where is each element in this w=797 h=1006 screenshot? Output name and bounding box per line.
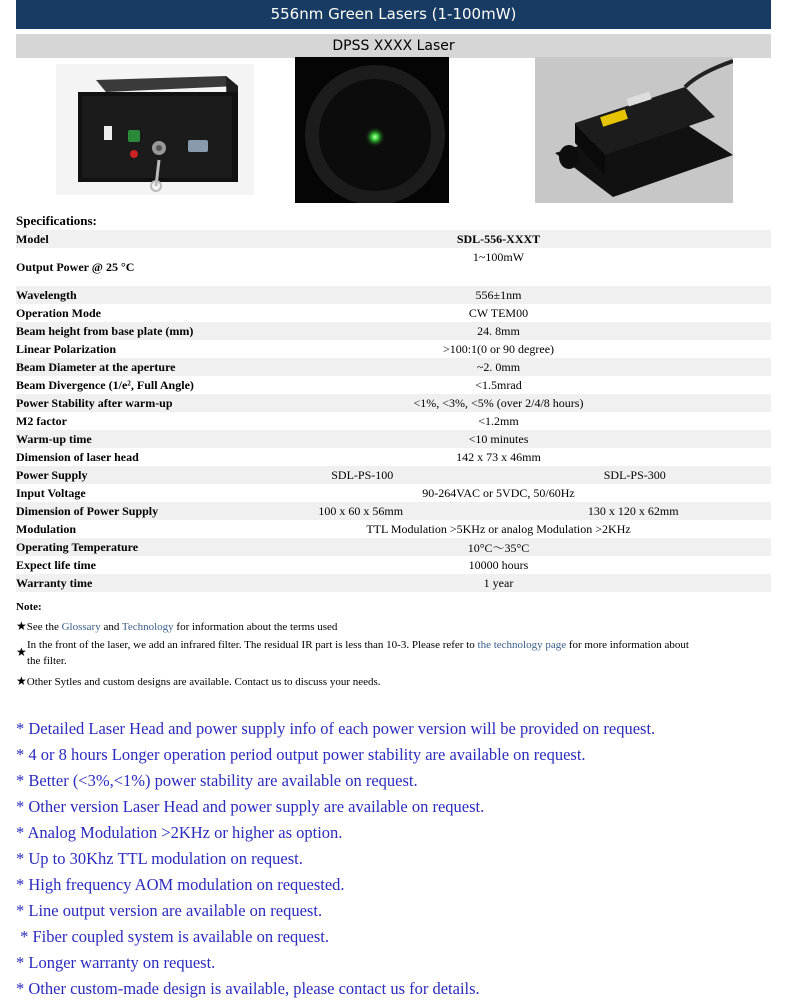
row-label: Model — [16, 231, 49, 246]
row-label: Operation Mode — [16, 305, 101, 320]
power-supply-photo — [56, 64, 254, 195]
row-value: 100 x 60 x 56mm — [318, 503, 404, 518]
table-row — [16, 502, 771, 520]
row-value: CW TEM00 — [468, 305, 529, 320]
table-row — [16, 412, 771, 430]
row-value: 24. 8mm — [477, 323, 520, 338]
page-title: 556nm Green Lasers (1-100mW) — [270, 5, 517, 23]
note-text: the filter. — [27, 655, 67, 667]
specifications-table — [16, 230, 771, 592]
row-label: Linear Polarization — [16, 341, 117, 356]
row-value: <1.5mrad — [475, 377, 522, 392]
row-value: <10 minutes — [468, 431, 529, 446]
row-label: Expect life time — [16, 557, 96, 572]
row-label: M2 factor — [16, 413, 67, 428]
note-heading: Note: — [16, 601, 42, 613]
option-line: * Other version Laser Head and power supply are available on request. — [16, 797, 485, 816]
note-item-custom — [16, 674, 381, 689]
option-line: * Other custom-made design is available, please contact us for details. — [16, 979, 480, 998]
row-label: Modulation — [16, 521, 77, 536]
row-value: 10°C～35°C — [467, 540, 530, 555]
row-value-2: 130 x 120 x 62mm — [587, 503, 679, 518]
note-text: Other Sytles and custom designs are available. Contact us to discuss your needs. — [26, 676, 381, 688]
specifications-heading: Specifications: — [16, 213, 97, 228]
note-item-glossary — [16, 619, 337, 634]
row-value-pair — [226, 466, 771, 484]
glossary-link[interactable]: Glossary — [61, 621, 101, 633]
row-value: SDL-556-XXXT — [456, 231, 541, 246]
row-value: 10000 hours — [468, 557, 529, 572]
table-row — [16, 286, 771, 304]
table-row — [16, 574, 771, 592]
row-label: Power Supply — [16, 467, 88, 482]
row-label: Power Stability after warm-up — [16, 395, 173, 410]
table-row — [16, 394, 771, 412]
laser-head-photo — [535, 57, 733, 203]
note-item-ir-filter — [16, 637, 771, 669]
table-row — [16, 322, 771, 340]
row-value: ~2. 0mm — [476, 359, 521, 374]
row-label: Dimension of laser head — [16, 449, 139, 464]
row-label: Beam Diameter at the aperture — [16, 359, 176, 374]
option-line: * High frequency AOM modulation on requested. — [16, 875, 345, 894]
table-row — [16, 556, 771, 574]
row-label: Operating Temperature — [16, 539, 139, 554]
option-line: * Longer warranty on request. — [16, 953, 216, 972]
option-line: * Analog Modulation >2KHz or higher as option. — [16, 823, 343, 842]
row-value: <1%, <3%, <5% (over 2/4/8 hours) — [413, 395, 584, 410]
table-row — [16, 484, 771, 502]
row-label: Beam height from base plate (mm) — [16, 323, 194, 338]
table-row — [16, 466, 771, 484]
technology-link[interactable]: Technology — [121, 621, 174, 633]
table-row — [16, 520, 771, 538]
row-label: Beam Divergence (1/e², Full Angle) — [16, 377, 194, 392]
row-label: Output Power @ 25 °C — [16, 259, 135, 274]
star-icon: ★ — [16, 645, 27, 659]
note-text: for more information about — [566, 639, 689, 651]
table-row — [16, 304, 771, 322]
product-subtitle: DPSS XXXX Laser — [332, 38, 455, 54]
row-label: Wavelength — [16, 287, 77, 302]
row-label: Dimension of Power Supply — [16, 503, 159, 518]
row-value: >100:1(0 or 90 degree) — [442, 341, 555, 356]
beam-spot-photo — [295, 57, 449, 203]
star-icon: ★ — [16, 619, 27, 633]
note-text: for information about the terms used — [173, 621, 338, 633]
note-text: and — [100, 621, 122, 633]
technology-page-link[interactable]: the technology page — [477, 639, 567, 651]
row-value: TTL Modulation >5KHz or analog Modulation >2KHz — [366, 521, 631, 536]
row-value: <1.2mm — [478, 413, 519, 428]
option-line: * 4 or 8 hours Longer operation period output power stability are available on request. — [16, 745, 586, 764]
table-row — [16, 230, 771, 248]
note-text: In the front of the laser, we add an infrared filter. The residual IR part is less than 10-3. Please refer to — [27, 639, 478, 651]
table-row — [16, 248, 771, 286]
option-line: * Line output version are available on request. — [16, 901, 323, 920]
row-value: 1 year — [483, 575, 514, 590]
option-line: * Better (<3%,<1%) power stability are available on request. — [16, 771, 418, 790]
row-value: 142 x 73 x 46mm — [456, 449, 541, 464]
row-value: SDL-PS-100 — [331, 467, 394, 482]
note-text: See the — [26, 621, 62, 633]
table-row — [16, 538, 771, 556]
star-icon: ★ — [16, 674, 27, 688]
row-value: 1~100mW — [472, 250, 525, 264]
table-row — [16, 430, 771, 448]
option-line: * Fiber coupled system is available on request. — [16, 927, 329, 946]
product-subtitle-bar — [16, 34, 771, 58]
row-label: Warranty time — [16, 575, 93, 590]
row-value-pair — [226, 502, 771, 520]
table-row — [16, 358, 771, 376]
table-row — [16, 340, 771, 358]
row-label: Input Voltage — [16, 485, 86, 500]
row-value: 90-264VAC or 5VDC, 50/60Hz — [422, 485, 575, 500]
table-row — [16, 448, 771, 466]
row-value: 556±1nm — [475, 287, 522, 302]
page-title-banner — [16, 0, 771, 29]
row-label: Warm-up time — [16, 431, 92, 446]
row-value-2: SDL-PS-300 — [603, 467, 666, 482]
option-line: * Detailed Laser Head and power supply info of each power version will be provided on request. — [16, 719, 656, 738]
option-line: * Up to 30Khz TTL modulation on request. — [16, 849, 303, 868]
table-row — [16, 376, 771, 394]
